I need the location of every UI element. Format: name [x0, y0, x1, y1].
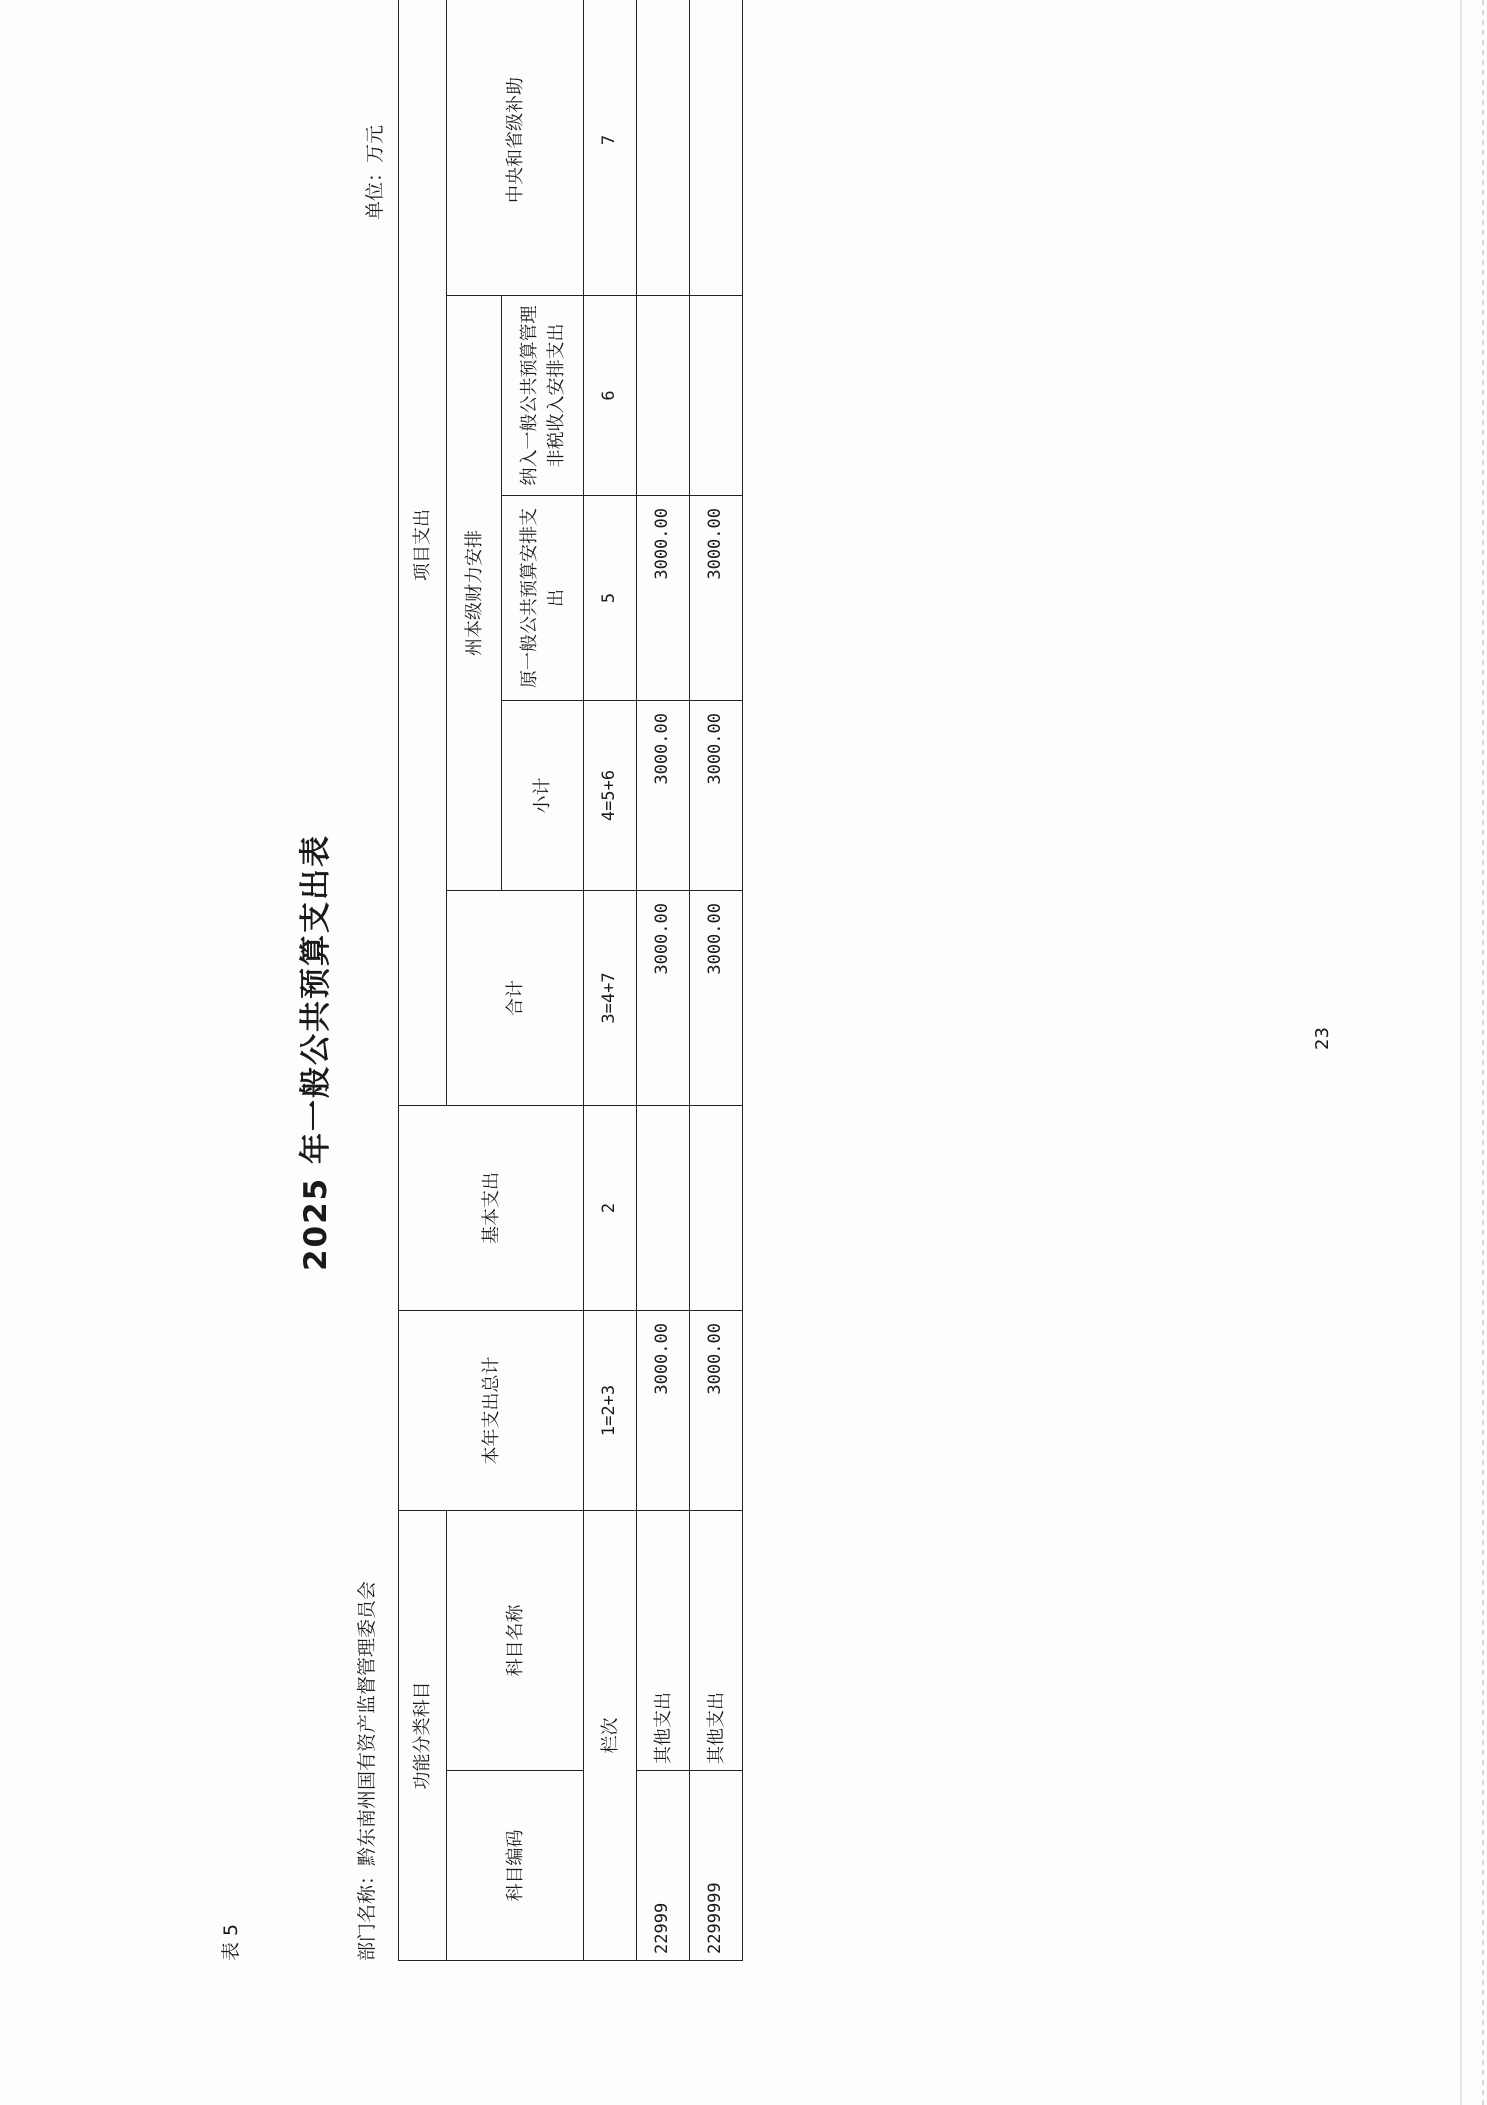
row-code: 2299999: [690, 1771, 743, 1961]
index-c4: 4=5+6: [584, 701, 637, 891]
dept-label: 部门名称：: [356, 1865, 378, 1961]
header-central: 中央和省级补助: [447, 0, 584, 296]
unit-label: 单位：万元: [364, 124, 386, 220]
header-project-sum: 合计: [447, 891, 584, 1106]
header-func-category: 功能分类科目: [399, 1511, 447, 1961]
row-name: 其他支出: [637, 1511, 690, 1771]
page-title: 2025 年一般公共预算支出表: [298, 833, 334, 1272]
row-project-sum: 3000.00: [637, 891, 690, 1106]
row-subtotal: 3000.00: [690, 701, 743, 891]
table-row: [690, 0, 743, 1961]
index-c3: 3=4+7: [584, 891, 637, 1106]
table-number: 表 5: [220, 1923, 242, 1961]
header-nontax: 纳入一般公共预算管理非税收入安排支出: [502, 296, 584, 496]
row-total: 3000.00: [690, 1311, 743, 1511]
index-label: 栏次: [584, 1511, 637, 1961]
row-orig-general: 3000.00: [637, 496, 690, 701]
dept-name: 黔东南州国有资产监督管理委员会: [356, 1580, 378, 1866]
row-name: 其他支出: [690, 1511, 743, 1771]
header-total: 本年支出总计: [399, 1311, 584, 1511]
row-project-sum: 3000.00: [690, 891, 743, 1106]
row-total: 3000.00: [637, 1311, 690, 1511]
row-code: 22999: [637, 1771, 690, 1961]
row-central: [637, 0, 690, 296]
header-project: 项目支出: [399, 0, 447, 1106]
header-subtotal: 小计: [502, 701, 584, 891]
row-basic: [637, 1106, 690, 1311]
budget-table: [398, 0, 743, 1961]
row-nontax: [637, 296, 690, 496]
table-row: [637, 0, 690, 1961]
header-code: 科目编码: [447, 1771, 584, 1961]
header-basic: 基本支出: [399, 1106, 584, 1311]
index-c2: 2: [584, 1106, 637, 1311]
header-orig-general: 原一般公共预算安排支出: [502, 496, 584, 701]
header-local: 州本级财力安排: [447, 296, 502, 891]
index-row: [584, 0, 637, 1961]
index-c6: 6: [584, 296, 637, 496]
index-c1: 1=2+3: [584, 1311, 637, 1511]
dept-line: [352, 1581, 379, 1961]
row-subtotal: 3000.00: [637, 701, 690, 891]
row-basic: [690, 1106, 743, 1311]
row-nontax: [690, 296, 743, 496]
page-number: 23: [1312, 1027, 1333, 1050]
row-orig-general: 3000.00: [690, 496, 743, 701]
index-c5: 5: [584, 496, 637, 701]
row-central: [690, 0, 743, 296]
header-name: 科目名称: [447, 1511, 584, 1771]
index-c7: 7: [584, 0, 637, 296]
